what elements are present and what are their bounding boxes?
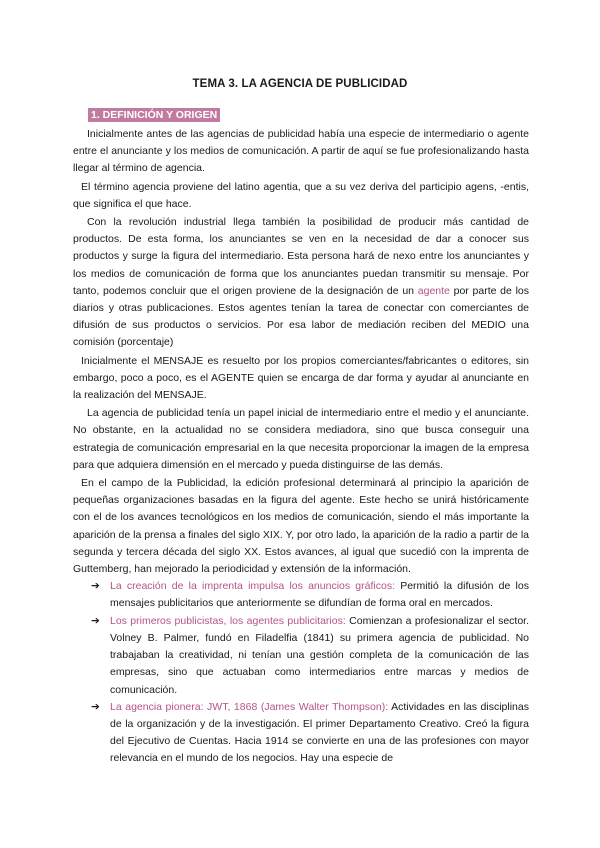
- highlight-agente: agente: [417, 284, 450, 297]
- paragraph-message: Inicialmente el MENSAJE es resuelto por los propios comerciantes/fabricantes o editores, sin embargo, poco a poco, es el AGENTE quien se encarga de dar forma y ayudar al anunciante en la realización del MENSAJE.: [73, 354, 529, 402]
- bullet-text: Permitió la difusión de los mensajes publicitarios que anteriormente se difundían de forma oral en mercados.: [110, 580, 529, 610]
- paragraph-text-end: por parte de los diarios y otras publicaciones. Estos agentes tenían la tarea de conectar con comerciantes de difusión de sus productos o servicios. Por esa labor de mediación reciben del MEDIO una comisión (porcentaje): [73, 284, 530, 349]
- bullet-lead: La agencia pionera: JWT, 1868 (James Walter Thompson):: [110, 700, 389, 713]
- arrow-icon: ➔: [91, 580, 100, 593]
- list-item: [73, 613, 529, 699]
- paragraph-text: Con la revolución industrial llega también la posibilidad de producir más cantidad de productos. De esta forma, los anunciantes se ven en la necesidad de dar a conocer sus productos y surge la figura del intermediario. Esta persona hará de nexo entre los anunciantes y los medios de comunicación de forma que los anunciantes puedan transmitir su mensaje. Por tanto, podemos concluir que el origen proviene de la designación de un: [73, 216, 529, 297]
- bullet-text: Actividades en las disciplinas de la organización y de la investigación. El primer Departamento Creativo. Creó la figura del Ejecutivo de Cuentas. Hacia 1914 se convierte en una de las profesiones con mayor relevancia en el mundo de los negocios. Hay una especie de: [110, 700, 529, 765]
- section-heading: 1. DEFINICIÓN Y ORIGEN: [88, 108, 220, 122]
- document-body: [73, 126, 529, 768]
- paragraph-history: En el campo de la Publicidad, la edición profesional determinará al principio la aparición de pequeñas organizaciones basadas en la figura del agente. Este hecho se unirá históricamente con el de los avances tecnológicos en los medios de comunicación, siendo el más importante la aparición de la prensa a finales del siglo XIX. Y, por otro lado, la aparición de la radio a partir de la segunda y tercera década del siglo XX. Estos avances, al igual que sucedió con la imprenta de Guttemberg, han mejorado la periodicidad y extensión de la información.: [73, 477, 529, 576]
- paragraph-etymology: El término agencia proviene del latino agentia, que a su vez deriva del participio agens, -entis, que significa el que hace.: [73, 180, 529, 210]
- arrow-icon: ➔: [91, 700, 100, 713]
- paragraph-intro: Inicialmente antes de las agencias de publicidad había una especie de intermediario o agente entre el anunciante y los medios de comunicación. A partir de aquí se fue profesionalizando hasta llegar al término de agencia.: [73, 128, 529, 175]
- list-item: [73, 699, 529, 768]
- paragraph-role: La agencia de publicidad tenía un papel inicial de intermediario entre el medio y el anunciante. No obstante, en la actualidad no se considera mediadora, sino que busca conseguir una estrategia de comunicación empresarial en la que necesita proporcionar la imagen de la empresa para que adquiera dimensión en el mercado y pueda distinguirse de las demás.: [73, 407, 529, 471]
- list-item: [73, 578, 529, 612]
- bullet-lead: Los primeros publicistas, los agentes publicitarios:: [110, 614, 346, 627]
- arrow-icon: ➔: [91, 614, 100, 627]
- paragraph-industrial-revolution: [73, 214, 529, 352]
- bullet-list: [73, 578, 529, 767]
- bullet-lead: La creación de la imprenta impulsa los anuncios gráficos:: [110, 580, 395, 593]
- page-title: TEMA 3. LA AGENCIA DE PUBLICIDAD: [192, 78, 408, 90]
- bullet-text: Comienzan a profesionalizar el sector. Volney B. Palmer, fundó en Filadelfia (1841) su primera agencia de publicidad. No trabajaban la creatividad, ni tenían una gestión completa de la comunicación de las empresas, sino que actuaban como intermediarios entre marcas y medios de comunicación.: [110, 614, 530, 696]
